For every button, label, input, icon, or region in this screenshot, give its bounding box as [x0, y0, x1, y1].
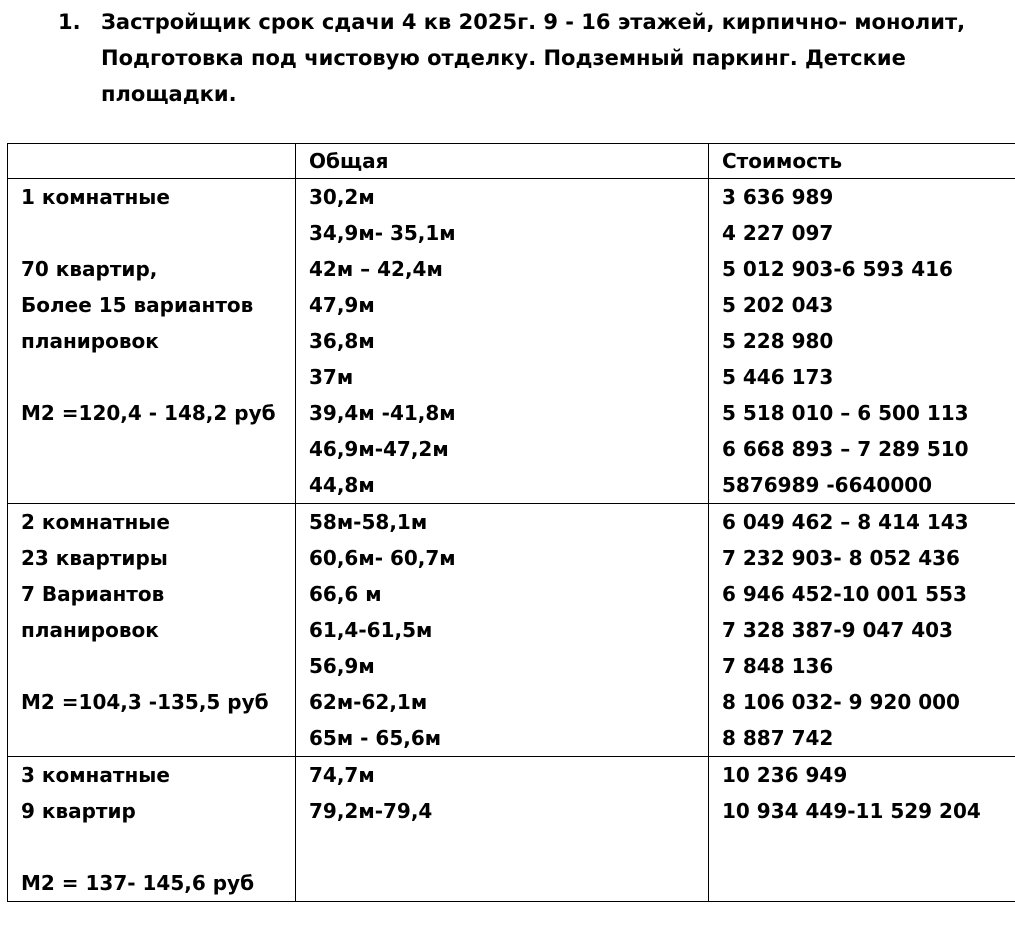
- price-value: 10 934 449-11 529 204: [722, 799, 981, 823]
- header-area: Общая: [296, 144, 709, 179]
- area-value: [309, 865, 708, 901]
- area-value: 74,7м: [309, 763, 375, 787]
- area-cell: [296, 504, 709, 757]
- heading-text: [101, 4, 1001, 112]
- price-value: 8 887 742: [722, 726, 834, 750]
- price-value: 7 328 387-9 047 403: [722, 618, 953, 642]
- price-cell: [709, 504, 1015, 757]
- price-value: 7 232 903- 8 052 436: [722, 546, 960, 570]
- area-value: 36,8м: [309, 329, 375, 353]
- group-label-line: [21, 215, 295, 251]
- area-value: 44,8м: [309, 473, 375, 497]
- group-label-line: 2 комнатные: [21, 510, 170, 534]
- area-value: 62м-62,1м: [309, 690, 428, 714]
- group-label-line: [21, 431, 295, 467]
- heading-line: Подготовка под чистовую отделку. Подземный паркинг. Детские: [101, 46, 906, 70]
- group-label-line: M2 =104,3 -135,5 руб: [21, 690, 269, 714]
- area-value: 61,4-61,5м: [309, 618, 433, 642]
- area-value: [309, 829, 708, 865]
- price-value: 10 236 949: [722, 763, 848, 787]
- price-value: 6 049 462 – 8 414 143: [722, 510, 969, 534]
- group-label-line: [21, 720, 295, 756]
- group-label-line: [21, 359, 295, 395]
- area-value: 34,9м- 35,1м: [309, 221, 456, 245]
- group-label-line: 3 комнатные: [21, 763, 170, 787]
- price-value: 5876989 -6640000: [722, 473, 933, 497]
- price-value: 7 848 136: [722, 654, 834, 678]
- price-value: [722, 829, 1015, 865]
- price-value: 4 227 097: [722, 221, 834, 245]
- header-price: Стоимость: [709, 144, 1015, 179]
- group-label-line: M2 = 137- 145,6 руб: [21, 871, 255, 895]
- table-row: [8, 757, 1015, 902]
- group-label-line: 1 комнатные: [21, 185, 170, 209]
- group-1-room: [8, 179, 1015, 504]
- price-value: 6 946 452-10 001 553: [722, 582, 967, 606]
- group-label-line: планировок: [21, 329, 159, 353]
- group-2-room: [8, 504, 1015, 757]
- heading-number: 1.: [58, 10, 81, 34]
- header-type: [8, 144, 296, 179]
- area-value: 47,9м: [309, 293, 375, 317]
- area-value: 65м - 65,6м: [309, 726, 442, 750]
- table-row: [8, 179, 1015, 504]
- price-cell: [709, 179, 1015, 504]
- price-value: 3 636 989: [722, 185, 834, 209]
- group-label-line: Более 15 вариантов: [21, 293, 254, 317]
- price-cell: [709, 757, 1015, 902]
- area-value: 66,6 м: [309, 582, 382, 606]
- area-value: 30,2м: [309, 185, 375, 209]
- price-value: 5 228 980: [722, 329, 834, 353]
- group-label-cell: [8, 504, 296, 757]
- group-label-line: 9 квартир: [21, 799, 136, 823]
- price-value: 6 668 893 – 7 289 510: [722, 437, 969, 461]
- price-value: 8 106 032- 9 920 000: [722, 690, 960, 714]
- apartment-price-table: [7, 143, 1015, 902]
- group-label-cell: [8, 757, 296, 902]
- area-cell: [296, 757, 709, 902]
- table-row: [8, 504, 1015, 757]
- price-value: 5 202 043: [722, 293, 834, 317]
- area-value: 46,9м-47,2м: [309, 437, 449, 461]
- area-value: 37м: [309, 365, 354, 389]
- group-label-line: 70 квартир,: [21, 257, 158, 281]
- price-value: 5 012 903-6 593 416: [722, 257, 953, 281]
- group-label-line: 23 квартиры: [21, 546, 168, 570]
- group-label-line: [21, 829, 295, 865]
- group-label-line: [21, 467, 295, 503]
- area-value: 60,6м- 60,7м: [309, 546, 456, 570]
- heading-line: площадки.: [101, 82, 237, 106]
- price-value: [722, 865, 1015, 901]
- group-label-line: 7 Вариантов: [21, 582, 165, 606]
- area-value: 58м-58,1м: [309, 510, 428, 534]
- area-value: 42м – 42,4м: [309, 257, 443, 281]
- group-3-room: [8, 757, 1015, 902]
- area-value: 39,4м -41,8м: [309, 401, 456, 425]
- area-cell: [296, 179, 709, 504]
- price-value: 5 446 173: [722, 365, 834, 389]
- area-value: 56,9м: [309, 654, 375, 678]
- group-label-line: M2 =120,4 - 148,2 руб: [21, 401, 276, 425]
- group-label-line: планировок: [21, 618, 159, 642]
- table-header-row: [8, 144, 1015, 179]
- group-label-line: [21, 648, 295, 684]
- price-value: 5 518 010 – 6 500 113: [722, 401, 969, 425]
- heading-line: Застройщик срок сдачи 4 кв 2025г. 9 - 16 этажей, кирпично- монолит,: [101, 10, 966, 34]
- group-label-cell: [8, 179, 296, 504]
- area-value: 79,2м-79,4: [309, 799, 433, 823]
